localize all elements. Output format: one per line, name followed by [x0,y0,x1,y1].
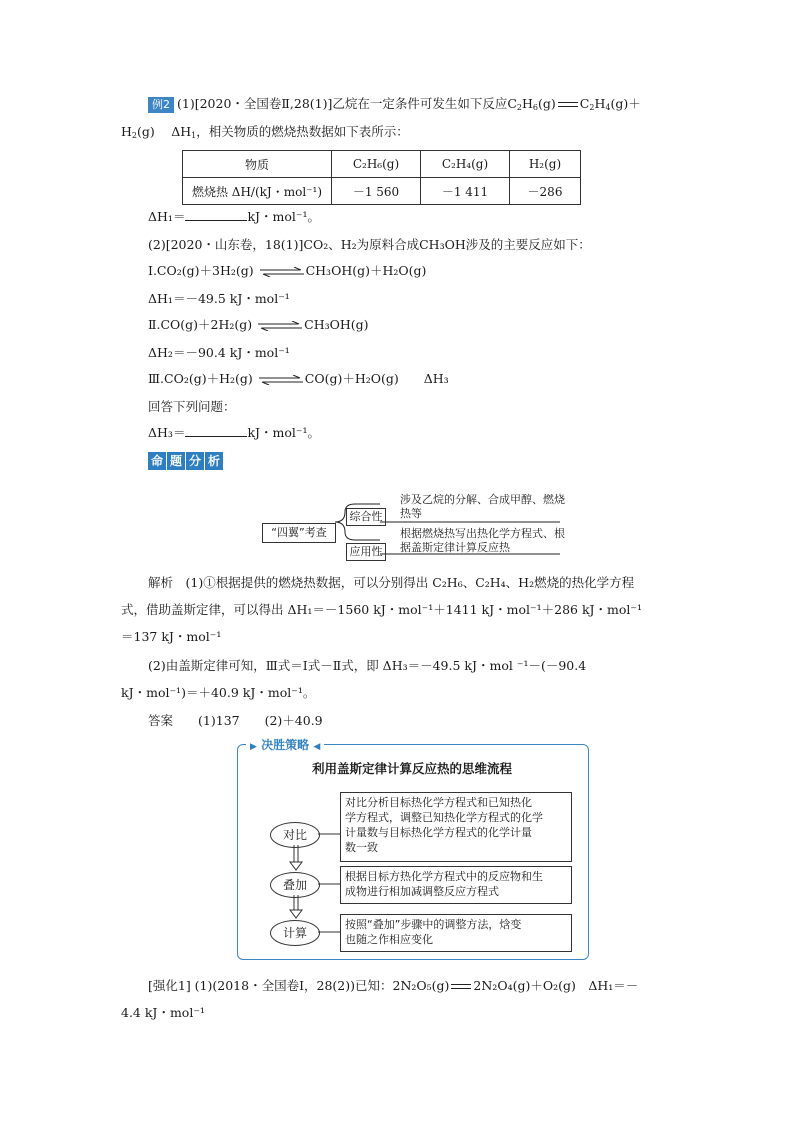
text-line: 数一致 [345,841,378,854]
example-q1-line2: $H_2(g)$ $\Delta H_1$，相关物质的燃烧热数据如下表所示： [121,124,409,140]
text-line: 也随之作相应变化 [345,933,433,946]
flow-step-calculate: 计算 [270,920,320,946]
badge-char: 析 [205,452,223,470]
mindmap-branch-2-text [400,527,565,555]
flow-desc-calculate [340,914,572,952]
table-cell: －1 411 [421,178,510,205]
reaction-3-right: CO(g)＋H₂O(g) ΔH₃ [304,371,449,386]
example-tag: 例2 [148,97,174,113]
solution-line-3: ＝137 kJ・mol⁻¹ [121,629,222,644]
dh3-unit: kJ・mol⁻¹。 [247,425,321,440]
combustion-heat-table [182,150,581,205]
strategy-title-text: 决胜策略 [261,738,310,752]
dh3-blank-line [148,424,320,442]
reversible-arrow-icon [258,322,302,330]
strategy-heading: 利用盖斯定律计算反应热的思维流程 [311,761,512,776]
q1-text: (1)[2020・全国卷Ⅱ,28(1)]乙烷在一定条件可发生如下反应C [177,96,517,111]
mindmap-branch-1-text [400,493,565,521]
table-header: 物质 [183,151,332,178]
mindmap-branch-2: 应用性 [346,543,386,561]
answer-text: (1)137 (2)＋40.9 [198,713,323,728]
reinforce-text: [强化1] (1)(2018・全国卷Ⅰ，28(2))已知：2N₂O₅(g) [148,978,450,993]
reversible-arrow-icon [259,376,303,384]
text-line: 据盖斯定律计算反应热 [400,541,510,554]
text-line: 计量数与目标热化学方程式的化学计量 [345,826,532,839]
arrow-left-icon: ◀ [313,742,321,752]
reinforce-line-1 [148,977,638,995]
flow-step-compare: 对比 [270,822,320,848]
analysis-badge [148,452,224,470]
mindmap-branch-1: 综合性 [346,508,386,526]
flow-desc-compare [340,792,572,862]
flow-step-combine: 叠加 [270,872,320,898]
example-q1-line1: 例2 (1)[2020・全国卷Ⅱ,28(1)]乙烷在一定条件可发生如下反应$C_2H_6(g)$ $C_2H_4(g)+$ [148,95,641,117]
table-header-row [183,151,581,178]
reaction-1-left: Ⅰ.CO₂(g)＋3H₂(g) [148,263,254,278]
text-line: 对比分析目标热化学方程式和已知热化 [345,796,532,809]
reaction-2-left: Ⅱ.CO(g)＋2H₂(g) [148,317,253,332]
reaction-2 [148,316,369,334]
dh1-blank-line [148,208,320,226]
arrow-right-icon: ▶ [250,742,257,752]
ask-line: 回答下列问题： [148,399,236,414]
text-line: 涉及乙烷的分解、合成甲醇、燃烧 [400,493,565,506]
solution-label: 解析 [148,575,174,590]
badge-char: 分 [186,452,204,470]
dh1-unit: kJ・mol⁻¹。 [247,209,321,224]
table-header: C₂H₆(g) [332,151,421,178]
reinforce-text-right: 2N₂O₄(g)＋O₂(g) ΔH₁＝－ [473,978,639,993]
q2-line: (2)[2020・山东卷，18(1)]CO₂、H₂为原料合成CH₃OH涉及的主要反应如下： [148,237,591,252]
table-header: H₂(g) [510,151,581,178]
text-line: 按照“叠加”步骤中的调整方法，焓变 [345,918,522,931]
text-line: 根据目标方热化学方程式中的反应物和生 [345,870,543,883]
reversible-arrow-icon [260,268,304,276]
table-cell: －1 560 [332,178,421,205]
reaction-1-dh: ΔH₁＝－49.5 kJ・mol⁻¹ [148,291,290,306]
solution-line-2: 式，借助盖斯定律，可以得出 ΔH₁＝－1560 kJ・mol⁻¹＋1411 kJ・mol⁻¹＋286 kJ・mol⁻¹ [121,602,643,617]
equals-arrow-icon [451,983,471,991]
flow-desc-combine [340,866,572,904]
table-row-label: 燃烧热 ΔH/(kJ・mol⁻¹) [183,178,332,205]
solution-line-5: kJ・mol⁻¹)＝＋40.9 kJ・mol⁻¹。 [121,685,316,700]
solution-line-4: (2)由盖斯定律可知，Ⅲ式＝Ⅰ式－Ⅱ式，即 ΔH₃＝－49.5 kJ・mol ⁻¹－(－90.4 [148,658,587,673]
equals-arrow-icon [558,101,578,109]
reaction-2-right: CH₃OH(g) [304,317,369,332]
answer-label: 答案 [148,713,174,728]
solution-line-1 [148,574,634,592]
solution-text: (1)①根据提供的燃烧热数据，可以分别得出 C₂H₆、C₂H₄、H₂燃烧的热化学方程 [185,575,635,590]
badge-char: 命 [148,452,166,470]
reaction-1-right: CH₃OH(g)＋H₂O(g) [305,263,427,278]
reaction-1 [148,262,426,280]
strategy-title [246,736,324,756]
table-header: C₂H₄(g) [421,151,510,178]
table-row [183,178,581,205]
dh3-label: ΔH₃＝ [148,425,186,440]
text-line: 成物进行相加减调整反应方程式 [345,885,499,898]
answer-line [148,712,323,730]
text-line: 根据燃烧热写出热化学方程式、根 [400,527,565,540]
reaction-2-dh: ΔH₂＝－90.4 kJ・mol⁻¹ [148,345,290,360]
table-cell: －286 [510,178,581,205]
text-line: 热等 [400,507,422,520]
text-line: 学方程式，调整已知热化学方程式的化学 [345,811,543,824]
reaction-3-left: Ⅲ.CO₂(g)＋H₂(g) [148,371,253,386]
mindmap-root: “四翼”考查 [262,523,336,543]
reinforce-line-2: 4.4 kJ・mol⁻¹ [121,1005,205,1020]
q1-line2-text: ，相关物质的燃烧热数据如下表所示： [196,124,409,139]
badge-char: 题 [167,452,185,470]
answer-blank[interactable] [185,424,247,437]
dh1-label: ΔH₁＝ [148,209,186,224]
reaction-3 [148,370,449,388]
answer-blank[interactable] [185,208,247,221]
